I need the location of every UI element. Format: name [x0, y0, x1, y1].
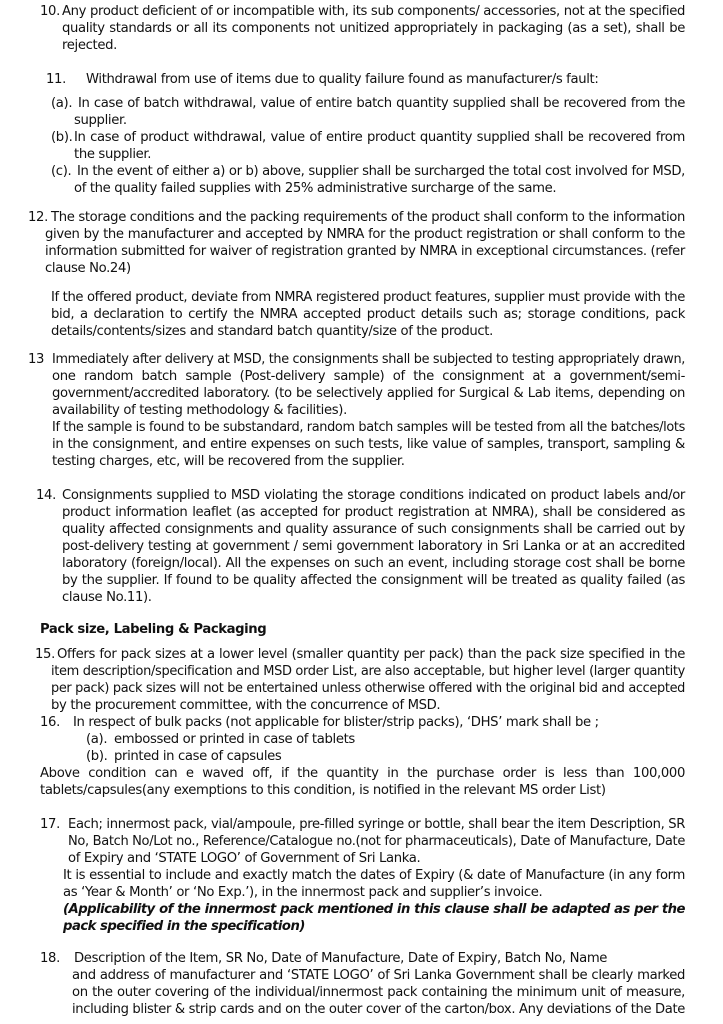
- section-heading: Pack size, Labeling & Packaging: [40, 622, 267, 637]
- subitem-text: supplier.: [74, 113, 127, 128]
- clause-text: by the supplier. If found to be quality affected the consignment will be treated as quality failed (as: [62, 573, 685, 588]
- clause-text: Consignments supplied to MSD violating the storage conditions indicated on product labels and/or: [62, 488, 685, 503]
- subitem-text: embossed or printed in case of tablets: [114, 732, 355, 747]
- clause-text: Each; innermost pack, vial/ampoule, pre-filled syringe or bottle, shall bear the item Description, SR: [68, 817, 685, 832]
- clause-number: 14.: [36, 488, 56, 503]
- clause-text: post-delivery testing at government / semi government laboratory in Sri Lanka or at an accredited: [62, 539, 685, 554]
- subitem-label: (c).: [51, 164, 72, 179]
- clause-text: Description of the Item, SR No, Date of Manufacture, Date of Expiry, Batch No, Name: [74, 951, 608, 966]
- clause-text: Immediately after delivery at MSD, the consignments shall be subjected to testing appropriately drawn,: [52, 352, 685, 367]
- clause-text: item description/specification and MSD order List, are also acceptable, but higher level (larger quantity: [51, 664, 685, 679]
- clause-text: on the outer covering of the individual/innermost pack containing the minimum unit of measure,: [72, 985, 685, 1000]
- subitem-text: the supplier.: [74, 147, 152, 162]
- clause-paragraph: If the offered product, deviate from NMRA registered product features, supplier must provide with the: [51, 290, 685, 305]
- clause-text: testing charges, etc, will be recovered from the supplier.: [52, 454, 405, 469]
- clause-text: rejected.: [62, 38, 117, 53]
- subitem-text: of the quality failed supplies with 25% administrative surcharge of the same.: [74, 181, 557, 196]
- clause-number: 15.: [35, 647, 55, 662]
- subitem-text: In the event of either a) or b) above, supplier shall be surcharged the total cost involved for MSD,: [77, 164, 685, 179]
- clause-text: product information leaflet (as accepted for product registration at NMRA), shall be considered as: [62, 505, 685, 520]
- clause-text: information submitted for waiver of registration granted by NMRA in exceptional circumstances. (refer: [45, 244, 685, 259]
- clause-text: Offers for pack sizes at a lower level (smaller quantity per pack) than the pack size specified in the: [57, 647, 685, 662]
- clause-number: 12.: [28, 210, 48, 225]
- subitem-label: (b).: [86, 749, 108, 764]
- clause-text: quality affected consignments and quality assurance of such consignments shall be carried out by: [62, 522, 685, 537]
- clause-text: by the procurement committee, with the concurrence of MSD.: [51, 698, 441, 713]
- clause-number: 11.: [46, 72, 66, 87]
- clause-text: Withdrawal from use of items due to quality failure found as manufacturer/s fault:: [86, 72, 599, 87]
- clause-number: 17.: [40, 817, 60, 832]
- subitem-label: (a).: [86, 732, 108, 747]
- subitem-label: (a).: [51, 96, 73, 111]
- clause-number: 13: [28, 352, 45, 367]
- clause-text: per pack) pack sizes will not be entertained unless otherwise offered with the original bid and accepted: [51, 681, 685, 696]
- subitem-text: In case of product withdrawal, value of entire product quantity supplied shall be recovered from: [74, 130, 685, 145]
- clause-number: 16.: [40, 715, 60, 730]
- clause-text: The storage conditions and the packing requirements of the product shall conform to the information: [51, 210, 685, 225]
- clause-text: in the consignment, and entire expenses on such tests, like value of samples, transport, sampling &: [52, 437, 685, 452]
- clause-text: one random batch sample (Post-delivery sample) of the consignment at a government/semi-: [52, 369, 685, 384]
- clause-text: If the sample is found to be substandard, random batch samples will be tested from all the batches/lots: [52, 420, 685, 435]
- clause-text: government/accredited laboratory. (to be selectively applied for Surgical & Lab items, depending on: [52, 386, 685, 401]
- subitem-text: In case of batch withdrawal, value of entire batch quantity supplied shall be recovered from the: [78, 96, 685, 111]
- subitem-text: printed in case of capsules: [114, 749, 282, 764]
- clause-text: No, Batch No/Lot no., Reference/Catalogue no.(not for pharmaceuticals), Date of Manufacture, Date: [68, 834, 685, 849]
- clause-text: given by the manufacturer and accepted by NMRA for the product registration or shall conform to the: [45, 227, 685, 242]
- clause-paragraph: It is essential to include and exactly match the dates of Expiry (& date of Manufacture (in any form: [63, 868, 685, 883]
- clause-text: Any product deficient of or incompatible with, its sub components/ accessories, not at the specified: [62, 4, 685, 19]
- clause-text: clause No.24): [45, 261, 131, 276]
- clause-text: laboratory (foreign/local). All the expenses on such an event, including storage cost shall be borne: [62, 556, 685, 571]
- clause-text: including blister & strip cards and on the outer cover of the carton/box. Any deviations of the Date: [72, 1002, 685, 1017]
- clause-emphasis: (Applicability of the innermost pack mentioned in this clause shall be adapted as per the: [63, 902, 685, 917]
- clause-text: clause No.11).: [62, 590, 152, 605]
- clause-emphasis: pack specified in the specification): [63, 919, 305, 934]
- clause-text: availability of testing methodology & facilities).: [52, 403, 347, 418]
- clause-text: and address of manufacturer and ‘STATE LOGO’ of Sri Lanka Government shall be clearly marked: [72, 968, 685, 983]
- clause-text: In respect of bulk packs (not applicable for blister/strip packs), ‘DHS’ mark shall be ;: [73, 715, 599, 730]
- clause-text: of Expiry and ‘STATE LOGO’ of Government of Sri Lanka.: [68, 851, 421, 866]
- clause-number: 10.: [40, 4, 60, 19]
- clause-paragraph: bid, a declaration to certify the NMRA accepted product details such as; storage conditions, pack: [51, 307, 685, 322]
- clause-text: quality standards or all its components not unitized appropriately in packaging (as a set), shall be: [62, 21, 685, 36]
- clause-paragraph: details/contents/sizes and standard batch quantity/size of the product.: [51, 324, 493, 339]
- clause-note: Above condition can e waved off, if the quantity in the purchase order is less than 100,000: [40, 766, 685, 781]
- clause-number: 18.: [40, 951, 60, 966]
- subitem-label: (b).: [51, 130, 73, 145]
- clause-paragraph: as ‘Year & Month’ or ‘No Exp.’), in the innermost pack and supplier’s invoice.: [63, 885, 543, 900]
- clause-note: tablets/capsules(any exemptions to this condition, is notified in the relevant MS order List): [40, 783, 606, 798]
